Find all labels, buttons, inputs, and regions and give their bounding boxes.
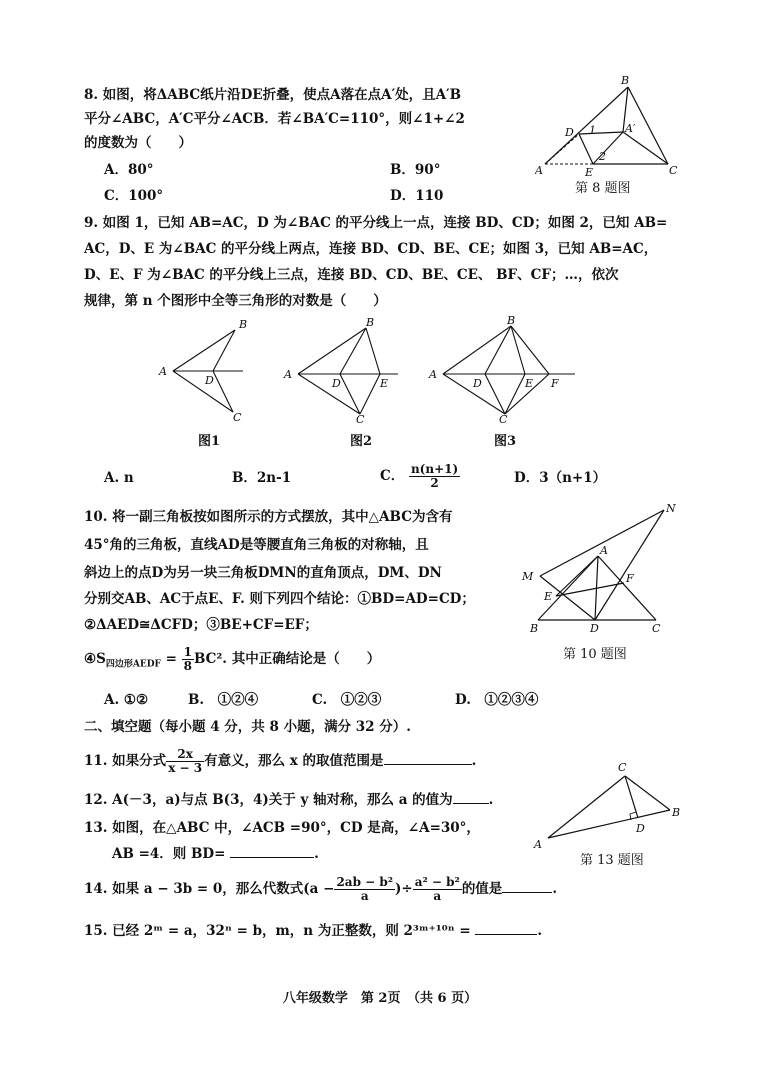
svg-text:C: C (669, 164, 678, 177)
q13-line-1: 13. 如图，在△ABC 中，∠ACB =90°，CD 是高，∠A=30°， (84, 820, 480, 836)
q8-option-a: A．80° (104, 162, 154, 178)
q14-fraction-2: $\frac{\text{a² − b²}}{a}$ (414, 875, 460, 903)
svg-text:A: A (534, 838, 542, 850)
q14-fraction-1: $\frac{\text{2ab − b²}}{a}$ (336, 875, 394, 903)
q13-line-2: AB =4．则 BD= . (112, 843, 319, 865)
section-2-heading: 二、填空题（每小题 4 分，共 8 小题，满分 32 分）. (84, 719, 411, 735)
svg-text:A′: A′ (625, 122, 636, 135)
svg-text:D: D (565, 126, 574, 139)
q14-answer-blank[interactable] (502, 878, 552, 893)
q9-option-d: D．3（n+1） (514, 470, 607, 486)
svg-text:B: B (366, 316, 375, 329)
q9-figure-3 (425, 314, 585, 424)
q15-answer-blank[interactable] (475, 920, 537, 935)
q9-figure-1-label: 图1 (198, 434, 221, 449)
q8-line-1: 8. 如图，将ΔABC纸片沿DE折叠，使点A落在点A′处，且A′B (84, 87, 462, 103)
q9-line-2: AC，D、E 为∠BAC 的平分线上两点，连接 BD、CD、BE、CE；如图 3，已知 AB=AC， (84, 241, 658, 257)
svg-text:D: D (332, 377, 341, 390)
q10-line-5: ②ΔAED≅ΔCFD；③BE+CF=EF； (84, 617, 318, 633)
q10-option-b: B. ①②④ (188, 692, 259, 708)
q10-figure (518, 500, 683, 640)
q9-line-3: D、E、F 为∠BAC 的平分线上三点，连接 BD、CD、BE、CE、 BF、CF；…，依次 (84, 267, 619, 283)
svg-text:E: E (380, 377, 389, 390)
svg-text:E: E (585, 166, 594, 177)
svg-text:B: B (530, 622, 539, 635)
q12-answer-blank[interactable] (453, 789, 489, 804)
q8-line-3: 的度数为（ ） (84, 135, 192, 151)
svg-text:D: D (473, 377, 482, 390)
svg-text:F: F (551, 377, 559, 390)
svg-text:C: C (356, 413, 365, 424)
q9-figure-1 (155, 314, 255, 424)
q12: 12. A(－3，a)与点 B(3，4)关于 y 轴对称，那么 a 的值为 . (84, 789, 493, 811)
q9-line-4: 规律，第 n 个图形中全等三角形的对数是（ ） (84, 293, 387, 309)
q10-option-a: A. ①② (104, 692, 149, 708)
svg-text:B: B (239, 318, 248, 331)
q11-answer-blank[interactable] (384, 750, 472, 765)
q9-figure-3-label: 图3 (494, 434, 517, 449)
svg-text:B: B (507, 314, 516, 327)
q10-line-2: 45°角的三角板，直线AD是等腰直角三角板的对称轴，且 (84, 537, 429, 553)
svg-text:D: D (590, 622, 599, 635)
q10-line-1: 10. 将一副三角板按如图所示的方式摆放，其中△ABC为含有 (84, 509, 453, 525)
svg-text:C: C (499, 413, 508, 424)
q8-option-d: D．110 (390, 188, 444, 204)
svg-text:B: B (672, 806, 681, 819)
q9-figure-2-label: 图2 (350, 434, 373, 449)
svg-text:A: A (159, 365, 167, 378)
svg-text:D: D (636, 822, 645, 835)
q10-option-d: D. ①②③④ (455, 692, 539, 708)
q10-fraction: $\frac{1}{8}$ (183, 645, 192, 673)
q9-option-a: A. n (104, 470, 134, 486)
page-footer: 八年级数学 第 2页 （共 6 页） (282, 991, 478, 1006)
svg-text:C: C (233, 411, 242, 424)
q9-figure-2 (280, 314, 410, 424)
svg-text:C: C (618, 761, 627, 774)
q9-option-c: C． $\frac{n(n+1)}{2}$ (380, 462, 459, 490)
q10-line-4: 分别交AB、AC于点E、F. 则下列四个结论：①BD=AD=CD； (84, 591, 475, 607)
q13-figure (530, 758, 690, 850)
q13-figure-caption: 第 13 题图 (580, 853, 644, 868)
q8-option-b: B．90° (390, 162, 441, 178)
svg-text:M: M (522, 570, 534, 583)
q10-figure-caption: 第 10 题图 (563, 647, 627, 662)
svg-text:C: C (652, 622, 661, 635)
q15: 15. 已经 2ᵐ = a，32ⁿ = b，m，n 为正整数，则 2³ᵐ⁺¹⁰ⁿ = . (84, 920, 542, 942)
q8-option-c: C．100° (104, 188, 164, 204)
q10-line-3: 斜边上的点D为另一块三角板DMN的直角顶点，DM、DN (84, 565, 442, 581)
q13-answer-blank[interactable] (230, 843, 314, 858)
q11-fraction: $\frac{2x}{x - 3}$ (168, 747, 203, 775)
svg-text:E: E (544, 590, 553, 603)
svg-text:E: E (525, 377, 534, 390)
q8-figure (535, 72, 685, 177)
q9-option-b: B．2n-1 (232, 470, 292, 486)
q8-figure-caption: 第 8 题图 (575, 181, 631, 196)
q9-option-c-fraction: $\frac{n(n+1)}{2}$ (410, 462, 459, 490)
svg-text:A: A (535, 164, 543, 177)
q14: 14. 如果 a − 3b = 0，那么代数式(a − $\frac{\text{2ab − b²}}{a}$ )÷ $\frac{\text{a² − b²}}{a}$ 的值是 . (84, 875, 558, 903)
q8-line-2: 平分∠ABC，A′C平分∠ACB．若∠BA′C=110°，则∠1+∠2 (84, 111, 465, 127)
svg-text:1: 1 (589, 124, 596, 137)
svg-text:A: A (429, 368, 437, 381)
q11: 11. 如果分式 $\frac{2x}{x - 3}$ 有意义，那么 x 的取值范围是 . (84, 747, 477, 775)
svg-text:2: 2 (599, 150, 606, 163)
svg-text:B: B (621, 74, 630, 87)
svg-text:A: A (284, 368, 292, 381)
svg-text:D: D (205, 374, 214, 387)
q9-line-1: 9. 如图 1，已知 AB=AC，D 为∠BAC 的平分线上一点，连接 BD、CD；如图 2，已知 AB= (84, 215, 668, 231)
svg-text:F: F (626, 572, 634, 585)
q10-line-6: $④S_{四边形AEDF}$ = $\frac{1}{8}$ BC². 其中正确结论是（ ） (84, 645, 381, 673)
q10-option-c: C. ①②③ (312, 692, 382, 708)
svg-text:N: N (666, 502, 676, 515)
svg-text:A: A (600, 544, 608, 557)
